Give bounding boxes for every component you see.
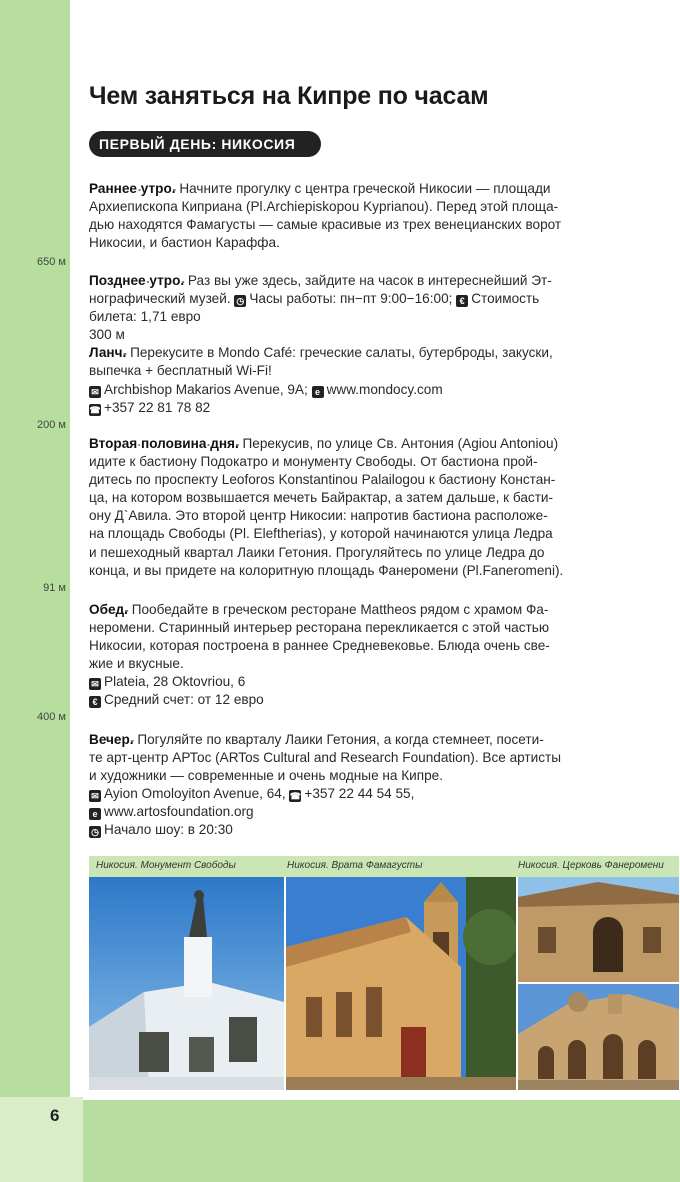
address: Plateia, 28 Oktovriou, 6 xyxy=(104,674,246,690)
section-late-morning xyxy=(89,272,608,417)
page-number: 6 xyxy=(50,1106,60,1125)
section-dinner xyxy=(89,601,608,710)
photo-caption: Никосия. Церковь Фанеромени xyxy=(518,860,664,871)
envelope-icon: ✉ xyxy=(89,678,101,690)
photo-caption: Никосия. Врата Фамагусты xyxy=(287,860,423,871)
text-line: Архиепископа Киприана (Pl.Archiepiskopou Kyprianou). Перед этой площа- xyxy=(89,199,559,215)
photo-liberty-monument xyxy=(89,877,284,1090)
text-line: дью находятся Фамагусты — самые красивые из трех венецианских ворот xyxy=(89,217,562,233)
text-line: на площадь Свободы (Pl. Eleftherias), у которой начинаются улица Ледра xyxy=(89,526,553,542)
section-label: Вторая половина дня. xyxy=(89,436,239,451)
text-line: выпечка + бесплатный Wi-Fi! xyxy=(89,363,272,379)
section-early-morning xyxy=(89,180,608,252)
average-bill: Средний счет: от 12 евро xyxy=(104,692,264,708)
text-line: Никосии, которая построена в раннее Средневековье. Блюда очень све- xyxy=(89,638,550,654)
text-line: Раз вы уже здесь, зайдите на часок в интереснейший Эт- xyxy=(184,273,552,288)
text-line: ону Д`Авила. Это второй центр Никосии: напротив бастиона расположе- xyxy=(89,508,548,524)
text-line: Перекусите в Mondo Café: греческие салаты, бутерброды, закуски, xyxy=(126,345,553,361)
text-line: и пешеходный квартал Лаики Гетония. Прогуляйтесь по улице Ледра до xyxy=(89,544,545,560)
phone-icon: ☎ xyxy=(89,404,101,415)
website-link[interactable]: www.mondocy.com xyxy=(326,381,443,397)
section-evening xyxy=(89,731,608,840)
left-margin-strip xyxy=(0,0,70,1100)
text-line: 300 м xyxy=(89,327,125,343)
phone-number: +357 22 81 78 82 xyxy=(104,399,211,415)
text-line: и художники — современные и очень модные на Кипре. xyxy=(89,768,444,784)
photo-phaneromeni-church-bottom xyxy=(518,984,679,1090)
text-line: нографический музей. xyxy=(89,291,235,307)
section-afternoon xyxy=(89,435,608,580)
web-icon: e xyxy=(89,808,101,820)
text-line: Никосии, и бастион Караффа. xyxy=(89,235,280,251)
section-label: Раннее утро. xyxy=(89,181,176,196)
cost-label: Стоимость xyxy=(471,291,540,307)
page-title: Чем заняться на Кипре по часам xyxy=(89,82,489,110)
text-line: Перекусив, по улице Св. Антония (Agiou Antoniou) xyxy=(238,436,559,451)
section-label: Ланч. xyxy=(89,345,127,361)
photo-caption: Никосия. Монумент Свободы xyxy=(96,860,236,871)
envelope-icon: ✉ xyxy=(89,790,101,802)
text-line: Погуляйте по кварталу Лаики Гетония, а когда стемнеет, посети- xyxy=(133,732,544,747)
web-icon: e xyxy=(312,386,324,398)
envelope-icon: ✉ xyxy=(89,386,101,398)
address: Archbishop Makarios Avenue, 9A; xyxy=(104,381,312,397)
text-line: неромени. Старинный интерьер ресторана перекликается с этой частью xyxy=(89,620,550,636)
section-label: Обед. xyxy=(89,602,128,617)
photo-captions-bar xyxy=(89,856,679,877)
photo-famagusta-gate xyxy=(286,877,516,1090)
text-line: ца, на котором возвышается мечеть Байрактар, а затем дальше, к басти- xyxy=(89,490,554,506)
phone-icon: ☎ xyxy=(289,791,302,802)
opening-hours: Часы работы: пн−пт 9:00−16:00; xyxy=(249,291,457,307)
text-line: Пообедайте в греческом ресторане Mattheos рядом с храмом Фа- xyxy=(127,602,549,617)
distance-label: 91 м xyxy=(43,582,66,594)
text-line: дитесь по проспекту Leoforos Konstantinou Palailogou к бастиону Констан- xyxy=(89,472,556,488)
text-line: Начните прогулку с центра греческой Никосии — площади xyxy=(175,181,551,196)
distance-label: 650 м xyxy=(37,256,66,268)
coin-icon: € xyxy=(89,696,101,708)
clock-icon: ◷ xyxy=(89,826,101,838)
show-time: Начало шоу: в 20:30 xyxy=(104,822,233,838)
coin-icon: € xyxy=(456,295,468,307)
section-label: Вечер. xyxy=(89,732,134,747)
distance-label: 400 м xyxy=(37,711,66,723)
distance-label: 200 м xyxy=(37,419,66,431)
text-line: конца, и вы придете на колоритную площадь Фанеромени (Pl.Faneromeni). xyxy=(89,562,564,578)
phone-number: +357 22 44 54 55, xyxy=(304,786,415,802)
text-line: жие и вкусные. xyxy=(89,656,184,672)
day-tag: ПЕРВЫЙ ДЕНЬ: НИКОСИЯ xyxy=(89,131,321,157)
website-link[interactable]: www.artosfoundation.org xyxy=(104,804,254,820)
text-line: те арт-центр АРТос (ARTos Cultural and Research Foundation). Все артисты xyxy=(89,750,562,766)
address: Ayion Omoloyiton Avenue, 64, xyxy=(104,786,290,802)
clock-icon: ◷ xyxy=(234,295,246,307)
photo-phaneromeni-church-top xyxy=(518,877,679,982)
text-line: идите к бастиону Подокатро и монументу Свободы. От бастиона прой- xyxy=(89,454,538,470)
section-label: Позднее утро. xyxy=(89,273,185,288)
page-number-box xyxy=(0,1097,83,1182)
bottom-band xyxy=(0,1100,680,1182)
text-line: билета: 1,71 евро xyxy=(89,309,201,325)
